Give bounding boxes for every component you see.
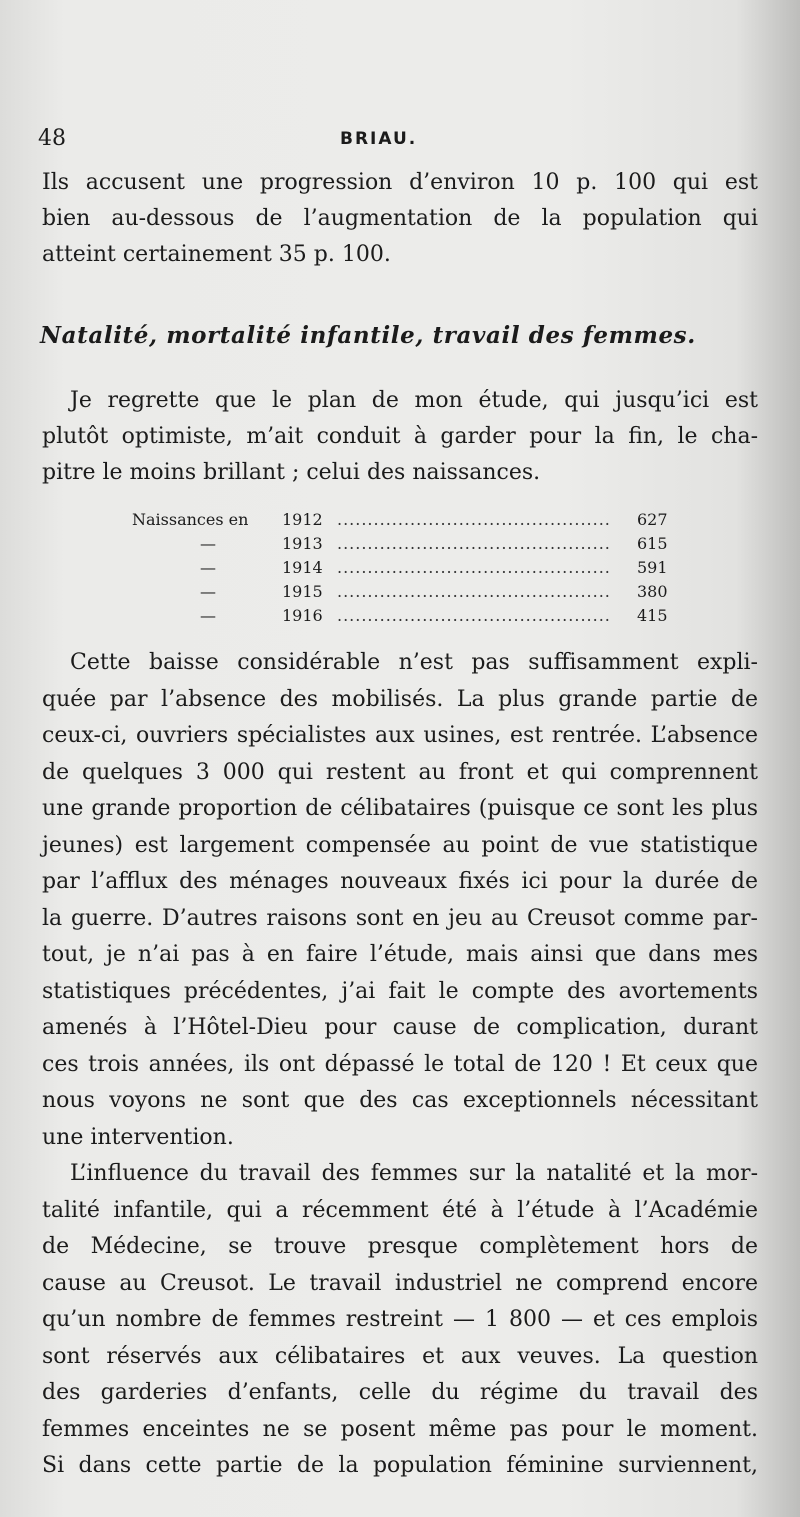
births-table	[132, 508, 692, 628]
table-row	[132, 532, 692, 556]
text-line: une grande proportion de célibataires (puisque ce sont les plus	[42, 796, 758, 821]
dot-leader	[337, 580, 609, 604]
table-row	[132, 556, 692, 580]
row-value: 591	[637, 558, 668, 577]
text-line: femmes enceintes ne se posent même pas pour le moment.	[42, 1417, 758, 1442]
table-row	[132, 604, 692, 628]
row-label: Naissances en	[132, 510, 249, 529]
running-head: BRIAU.	[340, 129, 418, 149]
text-line: qu’un nombre de femmes restreint — 1 800 — et ces emplois	[42, 1307, 758, 1332]
text-line: pitre le moins brillant ; celui des naissances.	[42, 460, 541, 485]
text-line: des garderies d’enfants, celle du régime du travail des	[42, 1380, 758, 1405]
text-line: bien au-dessous de l’augmentation de la population qui	[42, 206, 758, 231]
row-label: —	[200, 558, 216, 577]
text-line: de quelques 3 000 qui restent au front et qui comprennent	[42, 760, 758, 785]
dot-leader	[337, 532, 609, 556]
row-value: 415	[637, 606, 668, 625]
table-row	[132, 508, 692, 532]
text-line: Ils accusent une progression d’environ 10 p. 100 qui est	[42, 170, 758, 195]
row-label: —	[200, 582, 216, 601]
text-line: Cette baisse considérable n’est pas suffisamment expli-	[70, 650, 758, 675]
page-number: 48	[38, 126, 66, 151]
text-line: ces trois années, ils ont dépassé le total de 120 ! Et ceux que	[42, 1052, 758, 1077]
text-line: statistiques précédentes, j’ai fait le compte des avortements	[42, 979, 758, 1004]
table-row	[132, 580, 692, 604]
row-label: —	[200, 534, 216, 553]
row-year: 1916	[282, 606, 323, 625]
text-line: talité infantile, qui a récemment été à l’étude à l’Académie	[42, 1198, 758, 1223]
text-line: nous voyons ne sont que des cas exceptionnels nécessitant	[42, 1088, 758, 1113]
text-line: par l’afflux des ménages nouveaux fixés ici pour la durée de	[42, 869, 758, 894]
row-label: —	[200, 606, 216, 625]
text-line: atteint certainement 35 p. 100.	[42, 242, 391, 267]
text-line: la guerre. D’autres raisons sont en jeu au Creusot comme par-	[42, 906, 758, 931]
text-line: jeunes) est largement compensée au point de vue statistique	[42, 833, 758, 858]
dot-leader	[337, 604, 609, 628]
text-line: Je regrette que le plan de mon étude, qui jusqu’ici est	[70, 388, 758, 413]
row-year: 1915	[282, 582, 323, 601]
text-line: une intervention.	[42, 1125, 234, 1150]
row-year: 1914	[282, 558, 323, 577]
text-line: Si dans cette partie de la population féminine surviennent,	[42, 1453, 758, 1478]
text-line: amenés à l’Hôtel-Dieu pour cause de complication, durant	[42, 1015, 758, 1040]
row-year: 1913	[282, 534, 323, 553]
text-line: cause au Creusot. Le travail industriel ne comprend encore	[42, 1271, 758, 1296]
row-value: 380	[637, 582, 668, 601]
dot-leader	[337, 556, 609, 580]
text-line: sont réservés aux célibataires et aux veuves. La question	[42, 1344, 758, 1369]
page-header	[0, 126, 800, 156]
text-line: L’influence du travail des femmes sur la natalité et la mor-	[70, 1161, 758, 1186]
text-line: quée par l’absence des mobilisés. La plus grande partie de	[42, 687, 758, 712]
row-value: 627	[637, 510, 668, 529]
text-line: de Médecine, se trouve presque complètement hors de	[42, 1234, 758, 1259]
text-line: ceux-ci, ouvriers spécialistes aux usines, est rentrée. L’absence	[42, 723, 758, 748]
row-year: 1912	[282, 510, 323, 529]
dot-leader	[337, 508, 609, 532]
text-line: plutôt optimiste, m’ait conduit à garder pour la fin, le cha-	[42, 424, 758, 449]
row-value: 615	[637, 534, 668, 553]
text-line: tout, je n’ai pas à en faire l’étude, mais ainsi que dans mes	[42, 942, 758, 967]
section-title: Natalité, mortalité infantile, travail des femmes.	[40, 322, 696, 349]
